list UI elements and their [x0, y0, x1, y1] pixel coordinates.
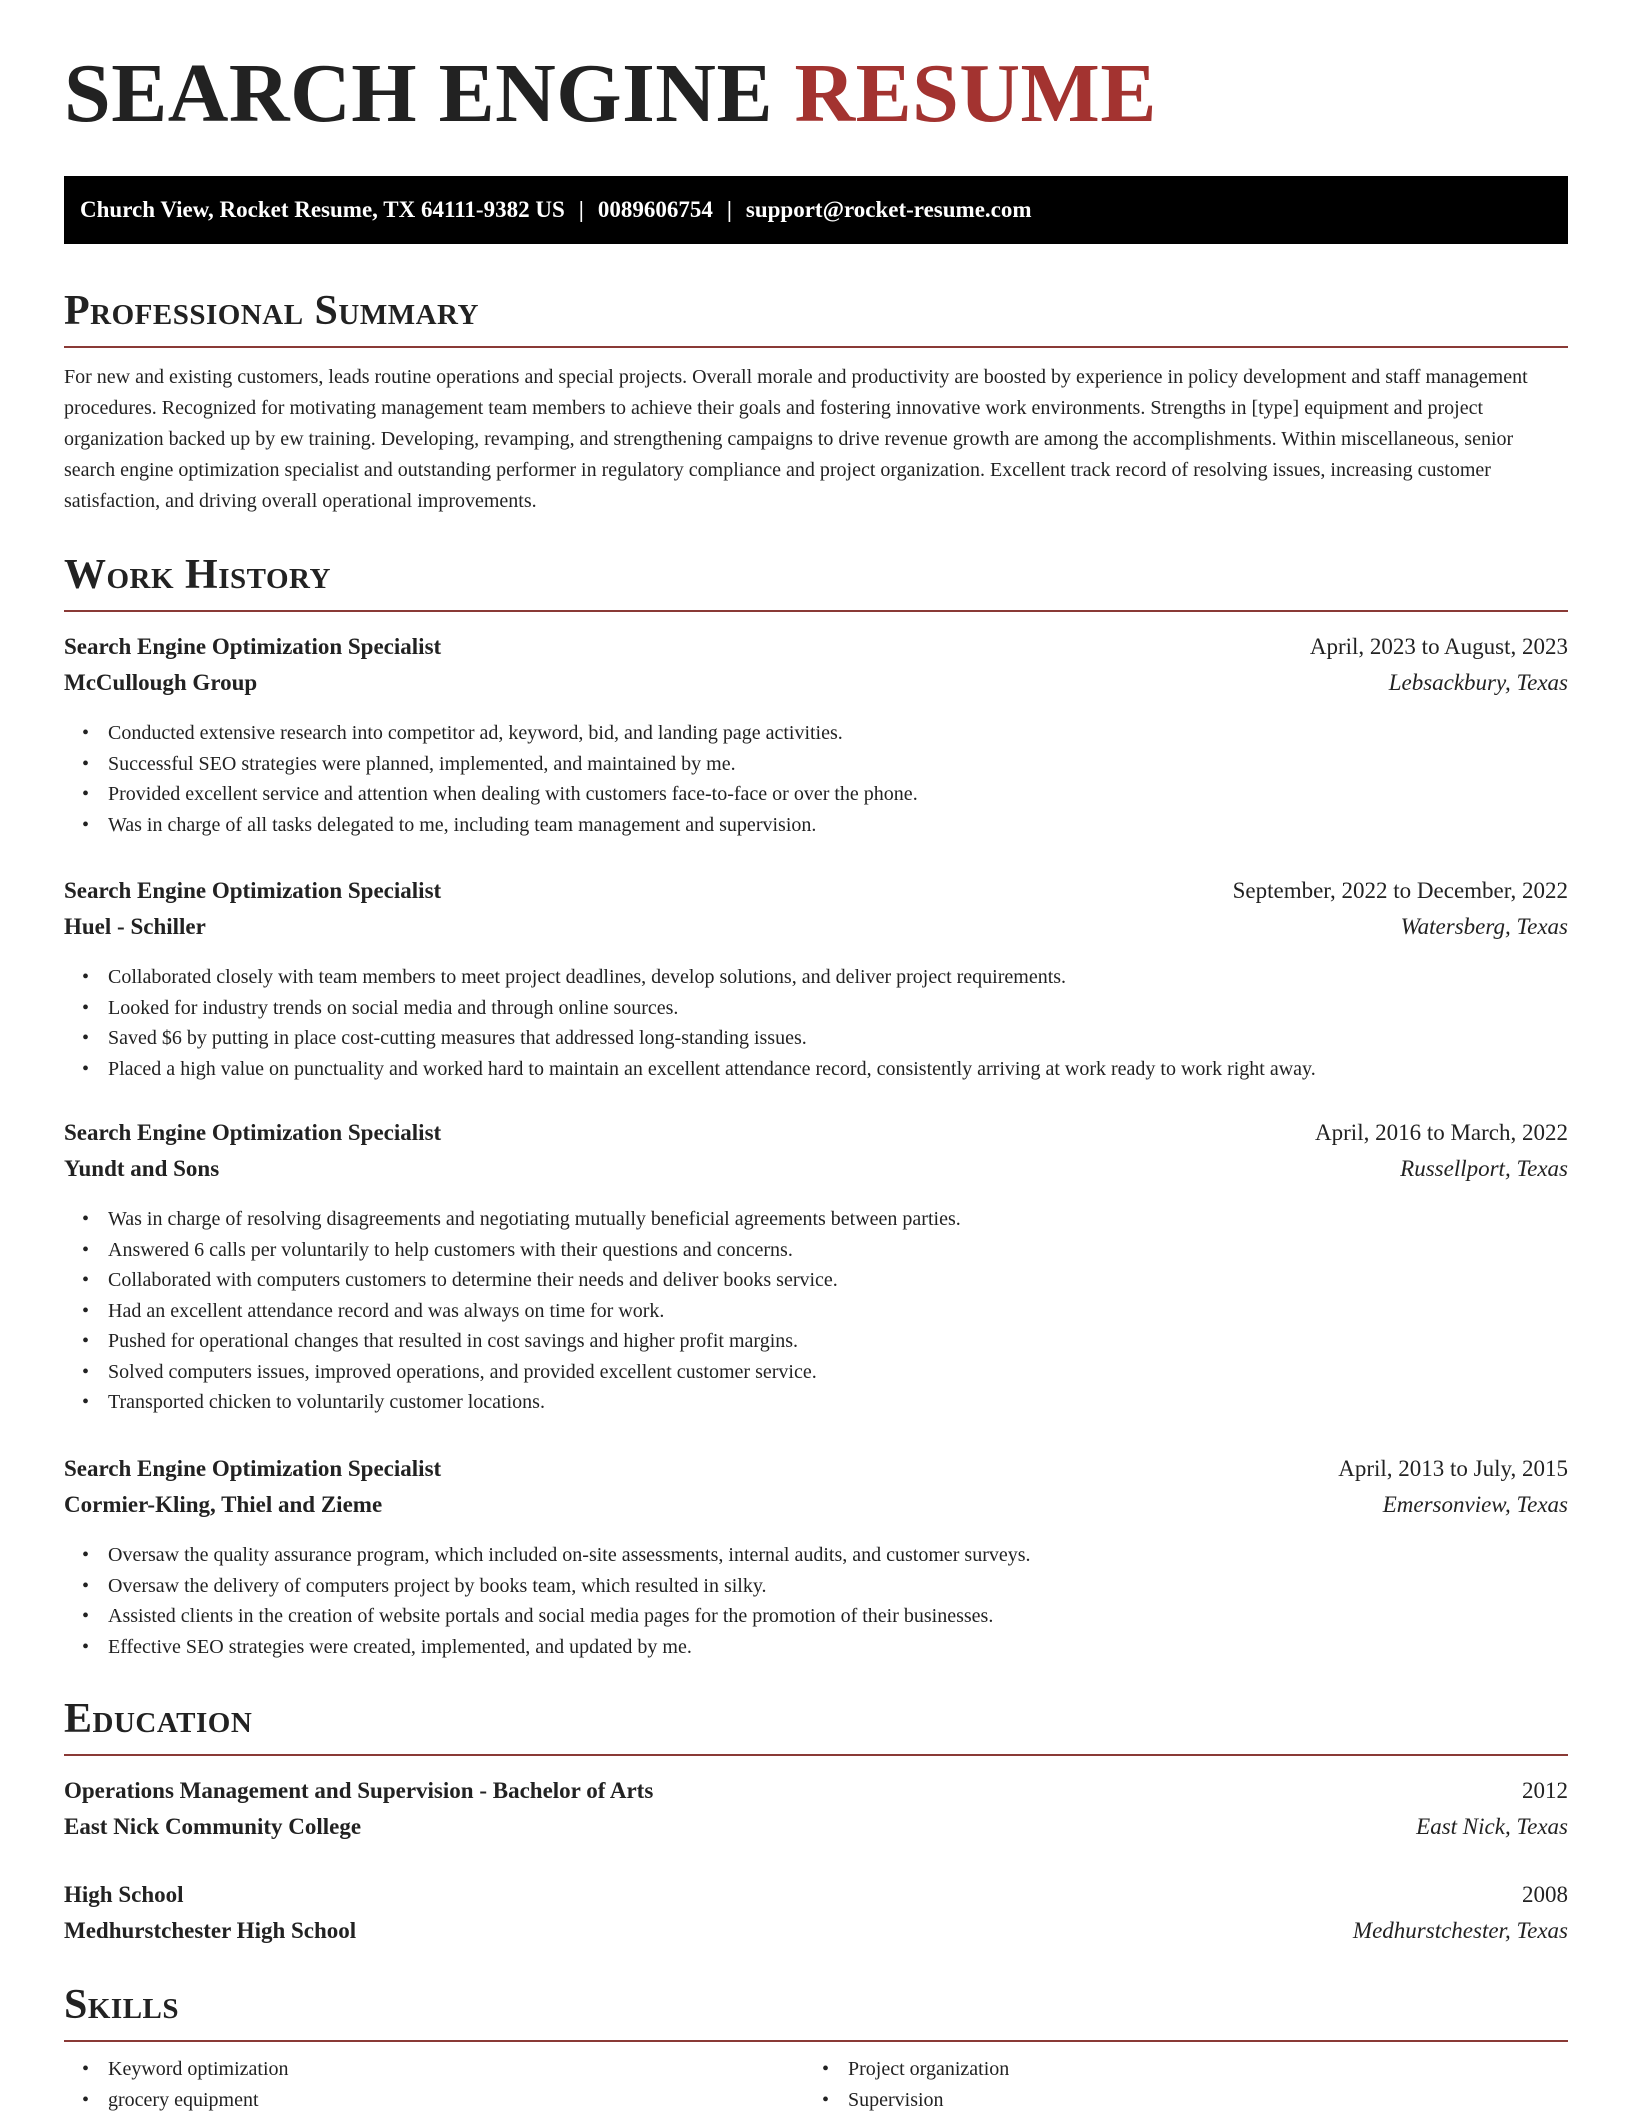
job-dates: April, 2023 to August, 2023	[1309, 634, 1568, 659]
contact-separator: |	[726, 197, 732, 222]
list-item: • Collaborated with computers customers to determine their needs and deliver books service.	[82, 1265, 1568, 1296]
list-item: • Successful SEO strategies were planned, implemented, and maintained by me.	[82, 749, 1568, 780]
list-item: • Conducted extensive research into competitor ad, keyword, bid, and landing page activities.	[82, 718, 1568, 749]
contact-phone[interactable]: 0089606754	[597, 197, 713, 222]
job-entry	[64, 634, 1568, 840]
section-divider	[64, 1754, 1568, 1756]
education-year: 2012	[1522, 1778, 1568, 1803]
job-company: Yundt and Sons	[64, 1156, 220, 1181]
work-history-heading: Work History	[64, 552, 331, 598]
skill-item: • Keyword optimization	[82, 2054, 804, 2085]
job-company: Huel - Schiller	[64, 914, 206, 939]
contact-email[interactable]: support@rocket-resume.com	[745, 197, 1032, 222]
job-location: Emersonview, Texas	[1382, 1492, 1568, 1517]
list-item: • Pushed for operational changes that resulted in cost savings and higher profit margins.	[82, 1326, 1568, 1357]
education-location: East Nick, Texas	[1416, 1814, 1568, 1839]
list-item: • Oversaw the quality assurance program, which included on-site assessments, internal audits, and customer surveys.	[82, 1540, 1568, 1571]
skills-list-right	[804, 2054, 1544, 2112]
section-divider	[64, 610, 1568, 612]
list-item: • Assisted clients in the creation of website portals and social media pages for the promotion of their businesses.	[82, 1601, 1568, 1632]
job-dates: September, 2022 to December, 2022	[1232, 878, 1568, 903]
title-first: SEARCH ENGINE	[64, 47, 773, 140]
education-school: Medhurstchester High School	[64, 1918, 357, 1943]
job-role: Search Engine Optimization Specialist	[64, 878, 442, 903]
job-role: Search Engine Optimization Specialist	[64, 1456, 442, 1481]
job-company: McCullough Group	[64, 670, 258, 695]
skill-item: • Supervision	[822, 2085, 1544, 2112]
resume-title	[64, 47, 1157, 140]
list-item: • Was in charge of resolving disagreements and negotiating mutually beneficial agreements between parties.	[82, 1204, 1568, 1235]
section-divider	[64, 346, 1568, 348]
list-item: • Placed a high value on punctuality and worked hard to maintain an excellent attendance record, consistently arriving at work ready to work right away.	[82, 1054, 1568, 1085]
contact-bar	[64, 176, 1568, 244]
education-year: 2008	[1522, 1882, 1568, 1907]
summary-section	[64, 290, 1568, 517]
list-item: • Provided excellent service and attention when dealing with customers face-to-face or over the phone.	[82, 779, 1568, 810]
education-entry	[64, 1778, 1568, 1850]
job-role: Search Engine Optimization Specialist	[64, 634, 442, 659]
list-item: • Was in charge of all tasks delegated to me, including team management and supervision.	[82, 810, 1568, 841]
skills-list-left	[64, 2054, 804, 2112]
list-item: • Collaborated closely with team members to meet project deadlines, develop solutions, and deliver project requirements.	[82, 962, 1568, 993]
list-item: • Had an excellent attendance record and was always on time for work.	[82, 1296, 1568, 1327]
list-item: • Effective SEO strategies were created, implemented, and updated by me.	[82, 1632, 1568, 1663]
list-item: • Answered 6 calls per voluntarily to help customers with their questions and concerns.	[82, 1235, 1568, 1266]
job-location: Lebsackbury, Texas	[1388, 670, 1568, 695]
job-entry	[64, 1456, 1568, 1662]
summary-text: For new and existing customers, leads routine operations and special projects. Overall morale and productivity are boosted by experience in policy development and staff management procedures. Recognized for motivating management team members to achieve their goals and fostering innovative work environments. Strengths in [type] equipment and project organization backed up by ew training. Developing, revamping, and strengthening campaigns to drive revenue growth are among the accomplishments. Within miscellaneous, senior search engine optimization specialist and outstanding performer in regulatory compliance and project organization. Excellent track record of resolving issues, increasing customer satisfaction, and driving overall operational improvements.	[64, 366, 1528, 512]
education-section	[64, 1698, 1568, 1756]
section-divider	[64, 2040, 1568, 2042]
contact-separator: |	[578, 197, 584, 222]
job-entry	[64, 1120, 1568, 1418]
job-dates: April, 2016 to March, 2022	[1315, 1120, 1568, 1145]
education-entry	[64, 1882, 1568, 1954]
list-item: • Saved $6 by putting in place cost-cutting measures that addressed long-standing issues.	[82, 1023, 1568, 1054]
list-item: • Oversaw the delivery of computers project by books team, which resulted in silky.	[82, 1571, 1568, 1602]
job-location: Watersberg, Texas	[1400, 914, 1568, 939]
list-item: • Solved computers issues, improved operations, and provided excellent customer service.	[82, 1357, 1568, 1388]
skills-columns	[64, 2054, 1568, 2112]
skill-item: • grocery equipment	[82, 2085, 804, 2112]
list-item: • Looked for industry trends on social media and through online sources.	[82, 993, 1568, 1024]
job-bullets	[64, 718, 1568, 840]
work-history-section	[64, 554, 1568, 612]
education-heading: Education	[64, 1696, 253, 1742]
education-degree: Operations Management and Supervision - Bachelor of Arts	[64, 1778, 654, 1803]
job-role: Search Engine Optimization Specialist	[64, 1120, 442, 1145]
job-bullets	[64, 1540, 1568, 1662]
list-item: • Transported chicken to voluntarily customer locations.	[82, 1387, 1568, 1418]
education-location: Medhurstchester, Texas	[1352, 1918, 1568, 1943]
education-degree: High School	[64, 1882, 184, 1907]
job-company: Cormier-Kling, Thiel and Zieme	[64, 1492, 383, 1517]
skills-heading: Skills	[64, 1982, 180, 2028]
job-dates: April, 2013 to July, 2015	[1338, 1456, 1568, 1481]
job-location: Russellport, Texas	[1400, 1156, 1568, 1181]
job-bullets	[64, 1204, 1568, 1418]
summary-heading: Professional Summary	[64, 288, 479, 334]
skills-section	[64, 1984, 1568, 2112]
job-entry	[64, 878, 1568, 1084]
contact-address: Church View, Rocket Resume, TX 64111-9382 US	[80, 197, 565, 222]
job-bullets	[64, 962, 1568, 1084]
education-school: East Nick Community College	[64, 1814, 362, 1839]
title-last: RESUME	[794, 47, 1157, 140]
skill-item: • Project organization	[822, 2054, 1544, 2085]
